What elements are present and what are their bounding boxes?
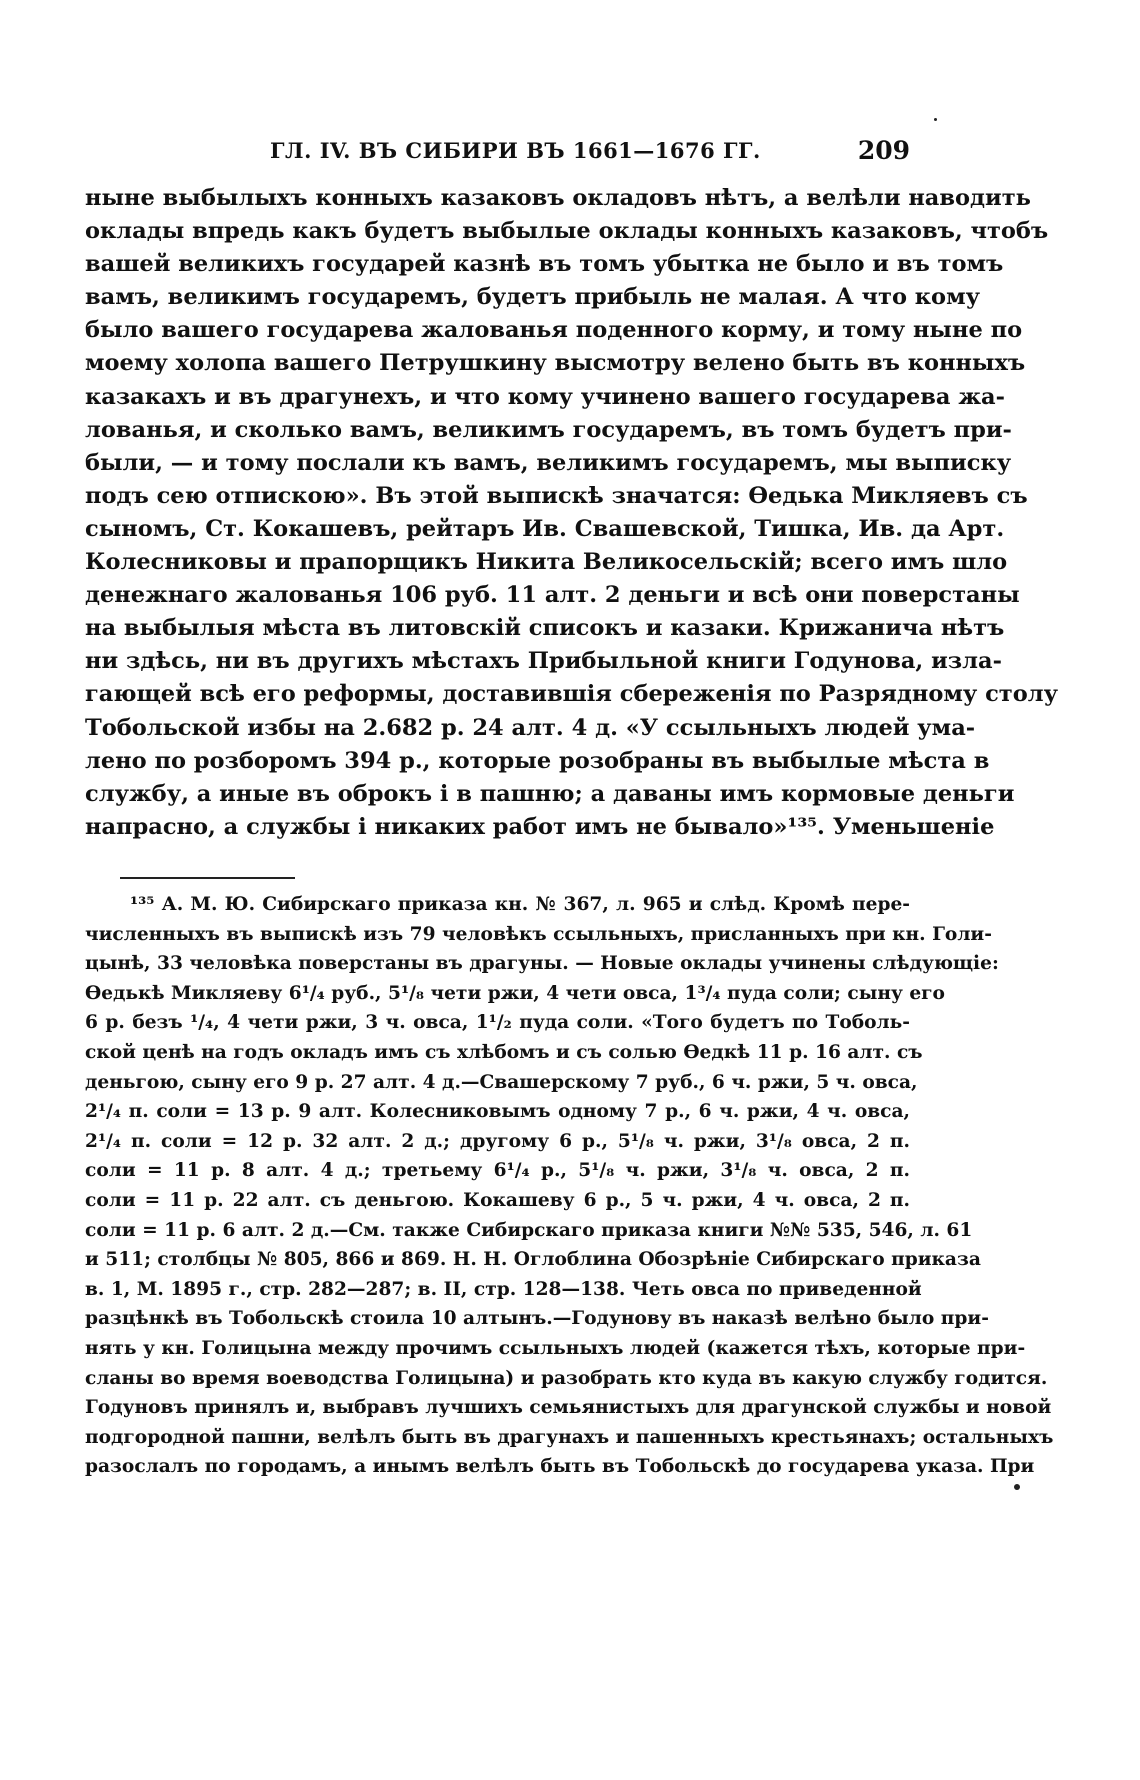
- footnote-line: Годуновъ принялъ и, выбравъ лучшихъ семьянистыхъ для драгунской службы и новой: [85, 1397, 1052, 1419]
- footnote-line: соли = 11 р. 8 алт. 4 д.; третьему 6¹/₄ р., 5¹/₈ ч. ржи, 3¹/₈ ч. овса, 2 п.: [85, 1160, 910, 1182]
- footnote-line: Ѳедькѣ Микляеву 6¹/₄ руб., 5¹/₈ чети ржи, 4 чети овса, 1³/₄ пуда соли; сыну его: [85, 982, 945, 1004]
- text-line: лено по розборомъ 394 р., которые розобраны въ выбылые мѣста в: [85, 747, 990, 774]
- text-line: казакахъ и въ драгунехъ, и что кому учинено вашего государева жа-: [85, 383, 1005, 410]
- scan-speck: [934, 118, 937, 121]
- footnote-rule: [120, 877, 295, 879]
- scan-speck: [1014, 1484, 1020, 1490]
- text-line: ныне выбылыхъ конныхъ казаковъ окладовъ нѣтъ, а велѣли наводить: [85, 185, 1031, 211]
- text-line: были, — и тому послали къ вамъ, великимъ государемъ, мы выписку: [85, 449, 1012, 476]
- footnote-line: деньгою, сыну его 9 р. 27 алт. 4 д.—Свашерскому 7 руб., 6 ч. ржи, 5 ч. овса,: [85, 1071, 918, 1093]
- text-line: лованья, и сколько вамъ, великимъ государемъ, въ томъ будетъ при-: [85, 416, 1012, 443]
- text-line: напрасно, а службы і никаких работ имъ не бывало»¹³⁵. Уменьшеніе: [85, 813, 995, 840]
- text-line: оклады впредь какъ будетъ выбылые оклады конныхъ казаковъ, чтобъ: [85, 218, 1049, 245]
- footnote-135: [85, 890, 1054, 1482]
- footnote-line: 2¹/₄ п. соли = 12 р. 32 алт. 2 д.; другому 6 р., 5¹/₈ ч. ржи, 3¹/₈ овса, 2 п.: [85, 1130, 910, 1152]
- text-line: службу, а иные въ оброкъ і в пашню; а даваны имъ кормовые деньги: [85, 780, 1015, 807]
- text-line: вашей великихъ государей казнѣ въ томъ убытка не было и въ томъ: [85, 251, 1004, 278]
- text-line: на выбылыя мѣста въ литовскій списокъ и казаки. Крижанича нѣтъ: [85, 615, 1005, 642]
- text-line: сыномъ, Ст. Кокашевъ, рейтаръ Ив. Свашевской, Тишка, Ив. да Арт.: [85, 515, 1005, 542]
- text-line: ни здѣсь, ни въ другихъ мѣстахъ Прибыльной книги Годунова, излa-: [85, 648, 1002, 675]
- text-line: гающей всѣ его реформы, доставившія сбереженія по Разрядному столу: [85, 681, 1059, 708]
- footnote-line: ской ценѣ на годъ окладъ имъ съ хлѣбомъ и съ солью Ѳедкѣ 11 р. 16 алт. съ: [85, 1041, 923, 1063]
- footnote-line: ¹³⁵ А. М. Ю. Сибирскаго приказа кн. № 367, л. 965 и слѣд. Кромѣ пере-: [130, 894, 910, 915]
- footnote-line: разцѣнкѣ въ Тобольскѣ стоила 10 алтынъ.—Годунову въ наказѣ велѣно было при-: [85, 1308, 989, 1330]
- footnote-line: разослалъ по городамъ, а инымъ велѣлъ быть въ Тобольскѣ до государева указа. При: [85, 1456, 1035, 1478]
- footnote-line: соли = 11 р. 22 алт. съ деньгою. Кокашеву 6 р., 5 ч. ржи, 4 ч. овса, 2 п.: [85, 1189, 910, 1211]
- footnote-line: 6 р. безъ ¹/₄, 4 чети ржи, 3 ч. овса, 1¹/₂ пуда соли. «Того будетъ по Тоболь-: [85, 1012, 910, 1034]
- footnote-line: цынѣ, 33 человѣка поверстаны въ драгуны. — Новые оклады учинены слѣдующіе:: [85, 953, 999, 975]
- text-line: было вашего государева жалованья поденного корму, и тому ныне по: [85, 317, 1023, 344]
- text-line: Тобольской избы на 2.682 р. 24 алт. 4 д. «У ссыльныхъ людей ума-: [85, 714, 976, 741]
- footnote-line: подгородной пашни, велѣлъ быть въ драгунахъ и пашенныхъ крестьянахъ; остальныхъ: [85, 1426, 1054, 1448]
- page-number: 209: [857, 136, 910, 165]
- footnote-line: соли = 11 р. 6 алт. 2 д.—См. также Сибирскаго приказа книги №№ 535, 546, л. 61: [85, 1219, 973, 1241]
- footnote-line: и 511; столбцы № 805, 866 и 869. Н. Н. Оглоблина Обозрѣніе Сибирскаго приказа: [85, 1249, 981, 1271]
- text-line: денежнаго жалованья 106 руб. 11 алт. 2 деньги и всѣ они поверстаны: [85, 582, 1020, 609]
- running-head: ГЛ. IV. ВЪ СИБИРИ ВЪ 1661—1676 ГГ.: [270, 138, 761, 163]
- footnote-line: сланы во время воеводства Голицына) и разобрать кто куда въ какую службу годится.: [85, 1367, 1048, 1389]
- footnote-line: численныхъ въ выпискѣ изъ 79 человѣкъ ссыльныхъ, присланныхъ при кн. Голи-: [85, 923, 992, 945]
- text-line: вамъ, великимъ государемъ, будетъ прибыль не малая. А что кому: [85, 284, 981, 311]
- footnote-line: нять у кн. Голицына между прочимъ ссыльныхъ людей (кажется тѣхъ, которые при-: [85, 1337, 1026, 1359]
- text-line: подъ сею отпискою». Въ этой выпискѣ значатся: Ѳедька Микляевъ съ: [85, 482, 1028, 509]
- page-header: [270, 138, 910, 172]
- main-text: [85, 182, 1059, 844]
- footnote-line: 2¹/₄ п. соли = 13 р. 9 алт. Колесниковымъ одному 7 р., 6 ч. ржи, 4 ч. овса,: [85, 1101, 910, 1123]
- text-line: Колесниковы и прапорщикъ Никита Великосельскій; всего имъ шло: [85, 549, 1008, 576]
- text-line: моему холопа вашего Петрушкину высмотру велено быть въ конныхъ: [85, 350, 1026, 377]
- footnote-line: в. 1, М. 1895 г., стр. 282—287; в. II, стр. 128—138. Четь овса по приведенной: [85, 1278, 922, 1300]
